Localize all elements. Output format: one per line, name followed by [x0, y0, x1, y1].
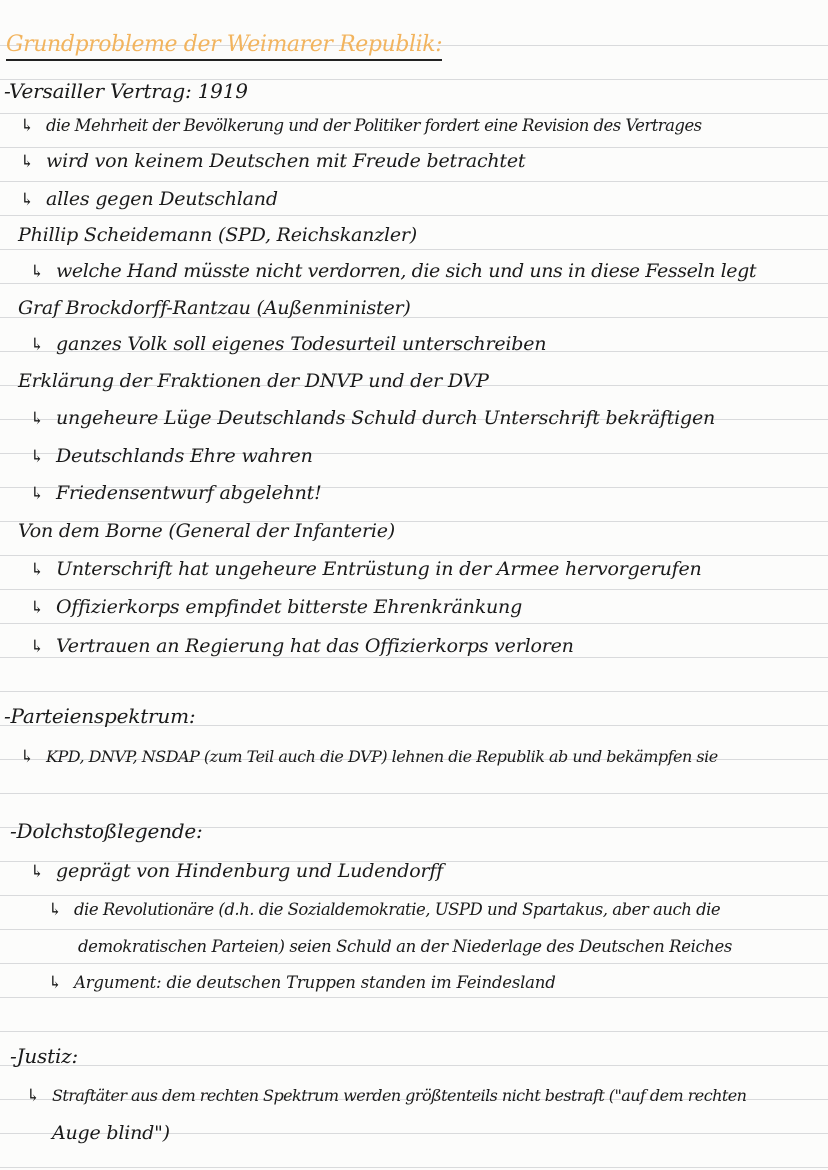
justiz-point-1: ↳ Straftäter aus dem rechten Spektrum werden größtenteils nicht bestraft ("auf dem rechten [26, 1083, 746, 1109]
quote-fraktionen-2: ↳ Deutschlands Ehre wahren [30, 443, 313, 470]
quote-author-scheidemann: Phillip Scheidemann (SPD, Reichskanzler) [18, 224, 418, 246]
arrow-icon: ↳ [20, 116, 34, 136]
arrow-icon: ↳ [30, 447, 45, 467]
justiz-heading: -Justiz: [10, 1044, 79, 1068]
arrow-icon: ↳ [30, 637, 45, 657]
dolchstoss-point-2: ↳ die Revolutionäre (d.h. die Sozialdemokratie, USPD und Spartakus, aber auch die [48, 897, 720, 923]
versailles-heading: -Versailler Vertrag: 1919 [4, 79, 248, 103]
dolchstoss-point-3: ↳ Argument: die deutschen Truppen standen im Feindesland [48, 970, 556, 996]
quote-author-brockdorff: Graf Brockdorff-Rantzau (Außenminister) [18, 297, 411, 319]
dolchstoss-point-2-cont: demokratischen Parteien) seien Schuld an der Niederlage des Deutschen Reiches [78, 937, 732, 956]
quote-fraktionen-1: ↳ ungeheure Lüge Deutschlands Schuld durch Unterschrift bekräftigen [30, 405, 715, 432]
arrow-icon: ↳ [30, 335, 45, 355]
quote-fraktionen-3: ↳ Friedensentwurf abgelehnt! [30, 480, 322, 507]
page-title: Grundprobleme der Weimarer Republik: [6, 32, 442, 61]
quote-brockdorff: ↳ ganzes Volk soll eigenes Todesurteil unterschreiben [30, 331, 546, 358]
parteien-heading: -Parteienspektrum: [4, 704, 196, 728]
quote-borne-3: ↳ Vertrauen an Regierung hat das Offizierkorps verloren [30, 633, 574, 660]
parteien-point-1: ↳ KPD, DNVP, NSDAP (zum Teil auch die DVP) lehnen die Republik ab und bekämpfen sie [20, 744, 718, 770]
arrow-icon: ↳ [48, 973, 63, 993]
quote-author-borne: Von dem Borne (General der Infanterie) [18, 520, 395, 542]
arrow-icon: ↳ [30, 560, 45, 580]
dolchstoss-heading: -Dolchstoßlegende: [10, 819, 203, 843]
arrow-icon: ↳ [30, 862, 45, 882]
arrow-icon: ↳ [20, 747, 34, 767]
justiz-point-1-cont: Auge blind") [52, 1122, 170, 1144]
arrow-icon: ↳ [30, 484, 45, 504]
arrow-icon: ↳ [20, 152, 35, 172]
quote-author-fraktionen: Erklärung der Fraktionen der DNVP und der DVP [18, 370, 489, 392]
quote-borne-2: ↳ Offizierkorps empfindet bitterste Ehrenkränkung [30, 594, 522, 621]
dolchstoss-point-1: ↳ geprägt von Hindenburg und Ludendorff [30, 858, 443, 885]
quote-borne-1: ↳ Unterschrift hat ungeheure Entrüstung in der Armee hervorgerufen [30, 556, 702, 583]
quote-scheidemann: ↳ welche Hand müsste nicht verdorren, die sich und uns in diese Fesseln legt [30, 258, 756, 285]
arrow-icon: ↳ [20, 190, 35, 210]
arrow-icon: ↳ [30, 598, 45, 618]
arrow-icon: ↳ [30, 409, 45, 429]
versailles-point-3: ↳ alles gegen Deutschland [20, 186, 278, 213]
arrow-icon: ↳ [26, 1086, 40, 1106]
arrow-icon: ↳ [30, 262, 44, 282]
arrow-icon: ↳ [48, 900, 62, 920]
versailles-point-1: ↳ die Mehrheit der Bevölkerung und der Politiker fordert eine Revision des Vertrages [20, 113, 702, 139]
versailles-point-2: ↳ wird von keinem Deutschen mit Freude betrachtet [20, 148, 525, 175]
